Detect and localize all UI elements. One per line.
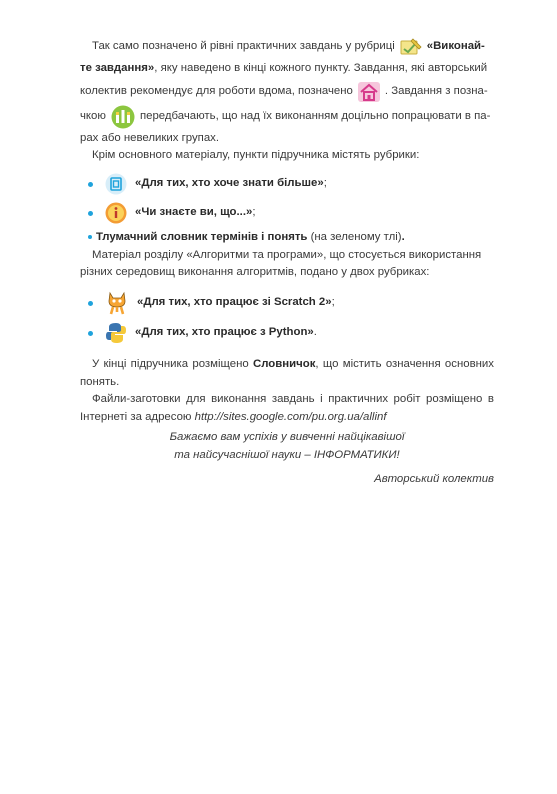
intro-line-2 bbox=[80, 58, 494, 80]
page-content bbox=[80, 36, 494, 489]
home-icon bbox=[357, 81, 381, 103]
punct: ; bbox=[252, 206, 256, 219]
glossary-line bbox=[88, 229, 494, 247]
glossary-note: (на зеленому тлі) bbox=[307, 231, 402, 243]
intro-line-3 bbox=[80, 80, 494, 104]
intro-line-4 bbox=[80, 104, 494, 130]
algo-line-1: Матеріал розділу «Алгоритми та програми», що стосується використання bbox=[92, 249, 482, 261]
wish-line-2: та найсучаснішої науки – ІНФОРМАТИКИ! bbox=[174, 448, 400, 461]
wish-line-1: Бажаємо вам успіхів у вивченні найцікавішої bbox=[169, 431, 405, 443]
intro-line-5: рах або невеликих групах. bbox=[80, 132, 220, 144]
rubric-title: те завдання» bbox=[80, 62, 155, 75]
files-text: Файли-заготовки для виконання завдань і практичних робіт розміщено в Інтернеті за адресою bbox=[80, 393, 494, 423]
python-icon bbox=[105, 322, 127, 344]
dictionary-title: Словничок bbox=[252, 358, 316, 370]
rubric-item bbox=[88, 318, 494, 348]
rubric-title: «Для тих, хто працює зі Scratch 2» bbox=[137, 296, 332, 309]
dictionary-paragraph bbox=[80, 356, 494, 391]
bullet-icon bbox=[88, 331, 93, 336]
dictionary-text: , що містить означення основних понять. bbox=[80, 358, 494, 388]
punct: . bbox=[401, 231, 405, 243]
rubric-title: «Для тих, хто працює з Python» bbox=[135, 326, 314, 339]
scratch-cat-icon bbox=[105, 290, 129, 316]
intro-text: Так само позначено й рівні практичних завдань у рубриці bbox=[92, 40, 395, 53]
dictionary-text: У кінці підручника розміщено bbox=[92, 358, 253, 370]
group-work-icon bbox=[111, 105, 135, 129]
pencil-paper-icon bbox=[399, 37, 423, 57]
rubric-title: «Чи знаєте ви, що...» bbox=[135, 206, 253, 219]
glossary-title: Тлумачний словник термінів і понять bbox=[96, 231, 308, 243]
rubric-item bbox=[88, 171, 494, 197]
info-icon bbox=[105, 202, 127, 224]
punct: ; bbox=[323, 177, 327, 190]
rubric-title: «Для тих, хто хоче знати більше» bbox=[135, 177, 324, 190]
signature: Авторський колектив bbox=[374, 473, 494, 485]
files-paragraph bbox=[80, 391, 494, 427]
files-url: http://sites.google.com/pu.org.ua/allinf bbox=[194, 410, 387, 423]
punct: ; bbox=[331, 296, 335, 309]
intro-text: , яку наведено в кінці кожного пункту. Завдання, які авторський bbox=[154, 62, 488, 75]
book-info-icon bbox=[105, 173, 127, 195]
bullet-icon bbox=[88, 182, 93, 187]
rubric-item bbox=[88, 197, 494, 229]
bullet-icon bbox=[88, 235, 92, 239]
rubric-title: «Виконай- bbox=[426, 40, 485, 53]
bullet-icon bbox=[88, 301, 93, 306]
rubric-item bbox=[88, 288, 494, 318]
intro-text: колектив рекомендує для роботи вдома, позначено bbox=[80, 85, 353, 98]
intro-text: . Завдання з позна- bbox=[384, 85, 488, 98]
intro-text: передбачають, що над їх виконанням доцільно попрацювати в па- bbox=[139, 110, 491, 123]
punct: . bbox=[313, 326, 317, 339]
rubrics-intro: Крім основного матеріалу, пункти підручника містять рубрики: bbox=[92, 149, 420, 161]
intro-line-1 bbox=[80, 36, 494, 58]
bullet-icon bbox=[88, 211, 93, 216]
algo-line-2: різних середовищ виконання алгоритмів, подано у двох рубриках: bbox=[80, 266, 430, 278]
intro-text: чкою bbox=[80, 110, 106, 123]
